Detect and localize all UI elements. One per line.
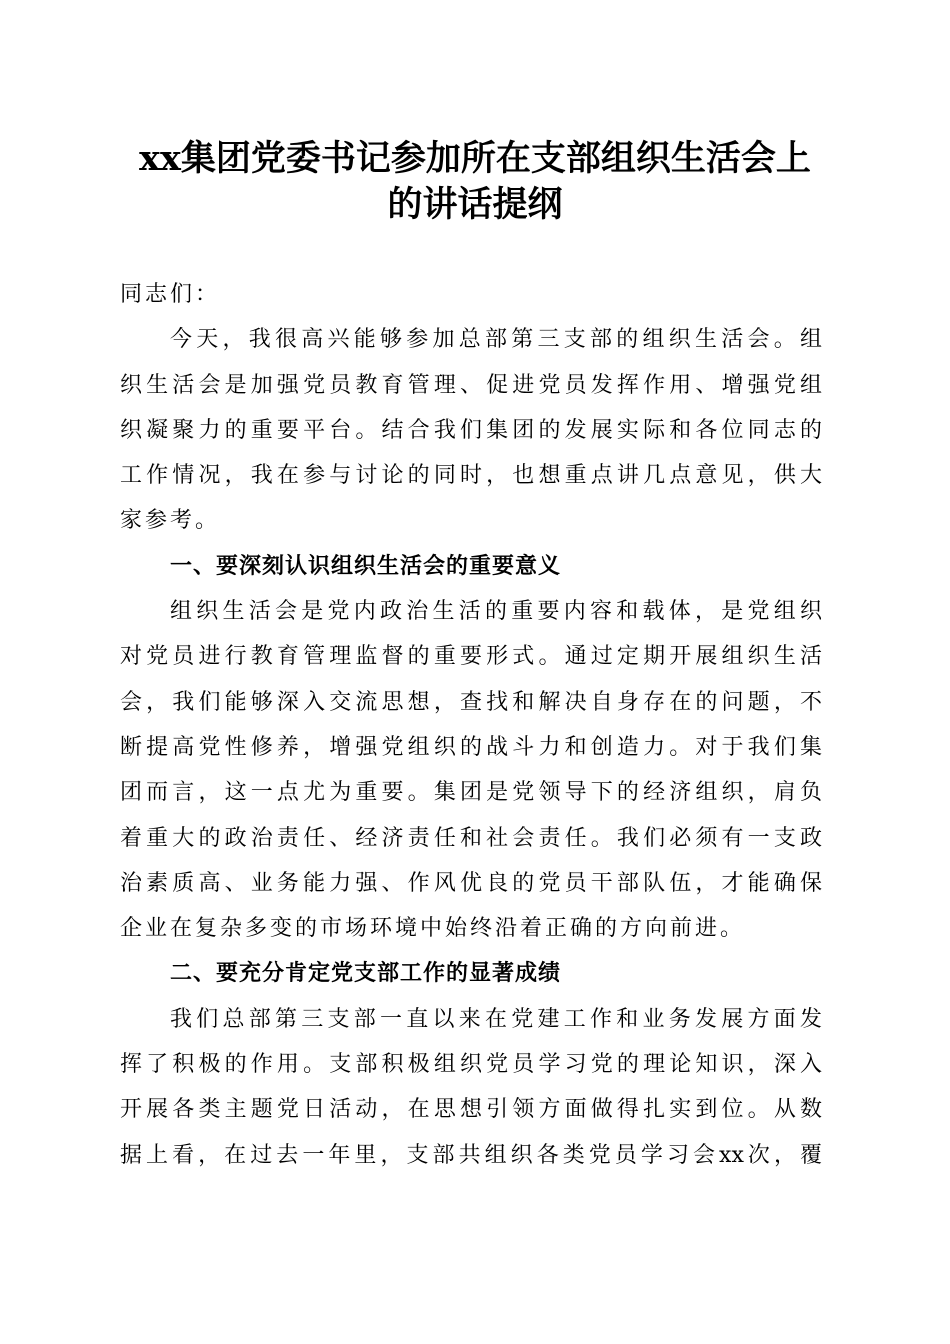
document-body: [120, 272, 822, 1178]
paragraph-line: 开展各类主题党日活动，在思想引领方面做得扎实到位。从数: [120, 1097, 822, 1123]
section-1-paragraph: [120, 589, 822, 951]
paragraph-line: 会，我们能够深入交流思想，查找和解决自身存在的问题，不: [120, 689, 822, 715]
salutation: 同志们：: [120, 282, 221, 307]
paragraph-line: 织凝聚力的重要平台。结合我们集团的发展实际和各位同志的: [120, 417, 822, 443]
paragraph-line: 断提高党性修养，增强党组织的战斗力和创造力。对于我们集: [120, 734, 822, 760]
document-title: [100, 136, 850, 228]
paragraph-line: 工作情况，我在参与讨论的同时，也想重点讲几点意见，供大: [120, 463, 822, 489]
paragraph-line: 对党员进行教育管理监督的重要形式。通过定期开展组织生活: [120, 644, 822, 670]
paragraph-line: 企业在复杂多变的市场环境中始终沿着正确的方向前进。: [120, 916, 746, 942]
paragraph-line: 今天，我很高兴能够参加总部第三支部的组织生活会。组: [170, 327, 822, 353]
section-2-heading: 二、要充分肯定党支部工作的显著成绩: [170, 961, 562, 987]
section-1-heading: 一、要深刻认识组织生活会的重要意义: [170, 553, 562, 579]
paragraph-line: 着重大的政治责任、经济责任和社会责任。我们必须有一支政: [120, 825, 822, 851]
paragraph-line: 家参考。: [120, 508, 221, 534]
paragraph-line: 挥了积极的作用。支部积极组织党员学习党的理论知识，深入: [120, 1052, 822, 1078]
intro-paragraph: [120, 317, 822, 543]
title-line-2: 的讲话提纲: [387, 184, 563, 225]
section-2-paragraph: [120, 997, 822, 1178]
paragraph-line: 团而言，这一点尤为重要。集团是党领导下的经济组织，肩负: [120, 780, 822, 806]
paragraph-line: 据上看，在过去一年里，支部共组织各类党员学习会xx次，覆: [120, 1142, 822, 1168]
paragraph-line: 组织生活会是党内政治生活的重要内容和载体，是党组织: [170, 599, 822, 625]
paragraph-line: 织生活会是加强党员教育管理、促进党员发挥作用、增强党组: [120, 372, 822, 398]
paragraph-line: 治素质高、业务能力强、作风优良的党员干部队伍，才能确保: [120, 870, 822, 896]
title-line-1: xx集团党委书记参加所在支部组织生活会上: [139, 138, 811, 179]
paragraph-line: 我们总部第三支部一直以来在党建工作和业务发展方面发: [170, 1006, 822, 1032]
